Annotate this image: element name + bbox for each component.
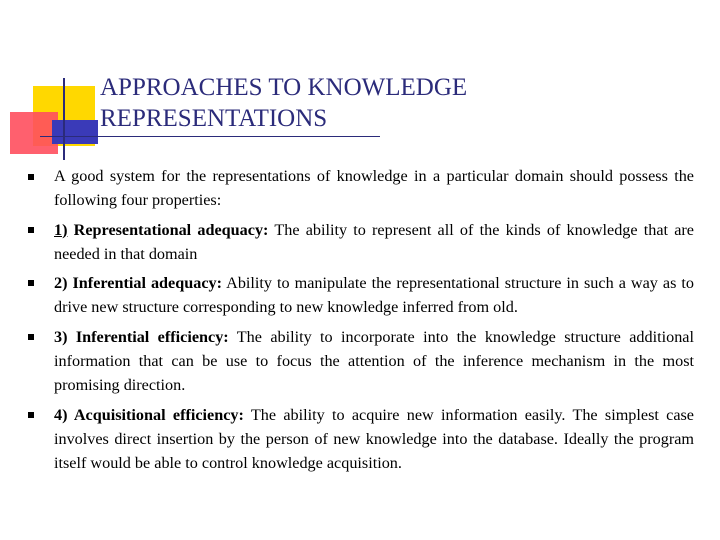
bullet-item-intro <box>28 164 694 213</box>
title-underline-rule <box>40 136 380 137</box>
red-square-decoration <box>10 112 58 154</box>
bullet-term: Representational adequacy: <box>67 220 269 239</box>
bullet-item-representational-adequacy <box>28 218 694 267</box>
bullet-marker-icon <box>28 334 34 340</box>
blue-square-decoration <box>52 120 98 144</box>
bullet-text: The ability to represent all of the kinds of knowledge that are needed in that domain <box>54 220 694 263</box>
bullet-text: Ability to manipulate the representational structure in such a way as to drive new structure corresponding to new knowledge inferred from old. <box>54 274 694 317</box>
bullet-intro-text: A good system for the representations of knowledge in a particular domain should possess the following four properties: <box>54 167 694 210</box>
bullet-term: 2) Inferential adequacy: <box>54 274 223 293</box>
bullet-marker-icon <box>28 412 34 418</box>
slide-logo-decoration <box>0 0 110 170</box>
bullet-item-inferential-efficiency <box>28 325 694 398</box>
bullet-marker-icon <box>28 280 34 286</box>
vertical-rule <box>63 78 65 160</box>
bullet-marker-icon <box>28 174 34 180</box>
bullet-list <box>28 164 694 481</box>
slide-title-line-2: REPRESENTATIONS <box>100 105 328 132</box>
slide-title-line-1: APPROACHES TO KNOWLEDGE <box>100 74 468 101</box>
slide-title <box>100 72 660 134</box>
bullet-text: The ability to acquire new information easily. The simplest case involves direct insertion by the person of new knowledge into the database. Ideally the program itself would be able to control knowledge acquisition. <box>54 405 694 473</box>
bullet-item-inferential-adequacy <box>28 271 694 320</box>
bullet-term: 3) Inferential efficiency: <box>54 327 229 346</box>
bullet-marker-icon <box>28 227 34 233</box>
bullet-item-acquisitional-efficiency <box>28 403 694 476</box>
bullet-term: 4) Acquisitional efficiency: <box>54 405 244 424</box>
bullet-number: 1) <box>54 220 68 239</box>
bullet-text: The ability to incorporate into the knowledge structure additional information that can be use to focus the attention of the inference mechanism in the most promising direction. <box>54 327 694 395</box>
